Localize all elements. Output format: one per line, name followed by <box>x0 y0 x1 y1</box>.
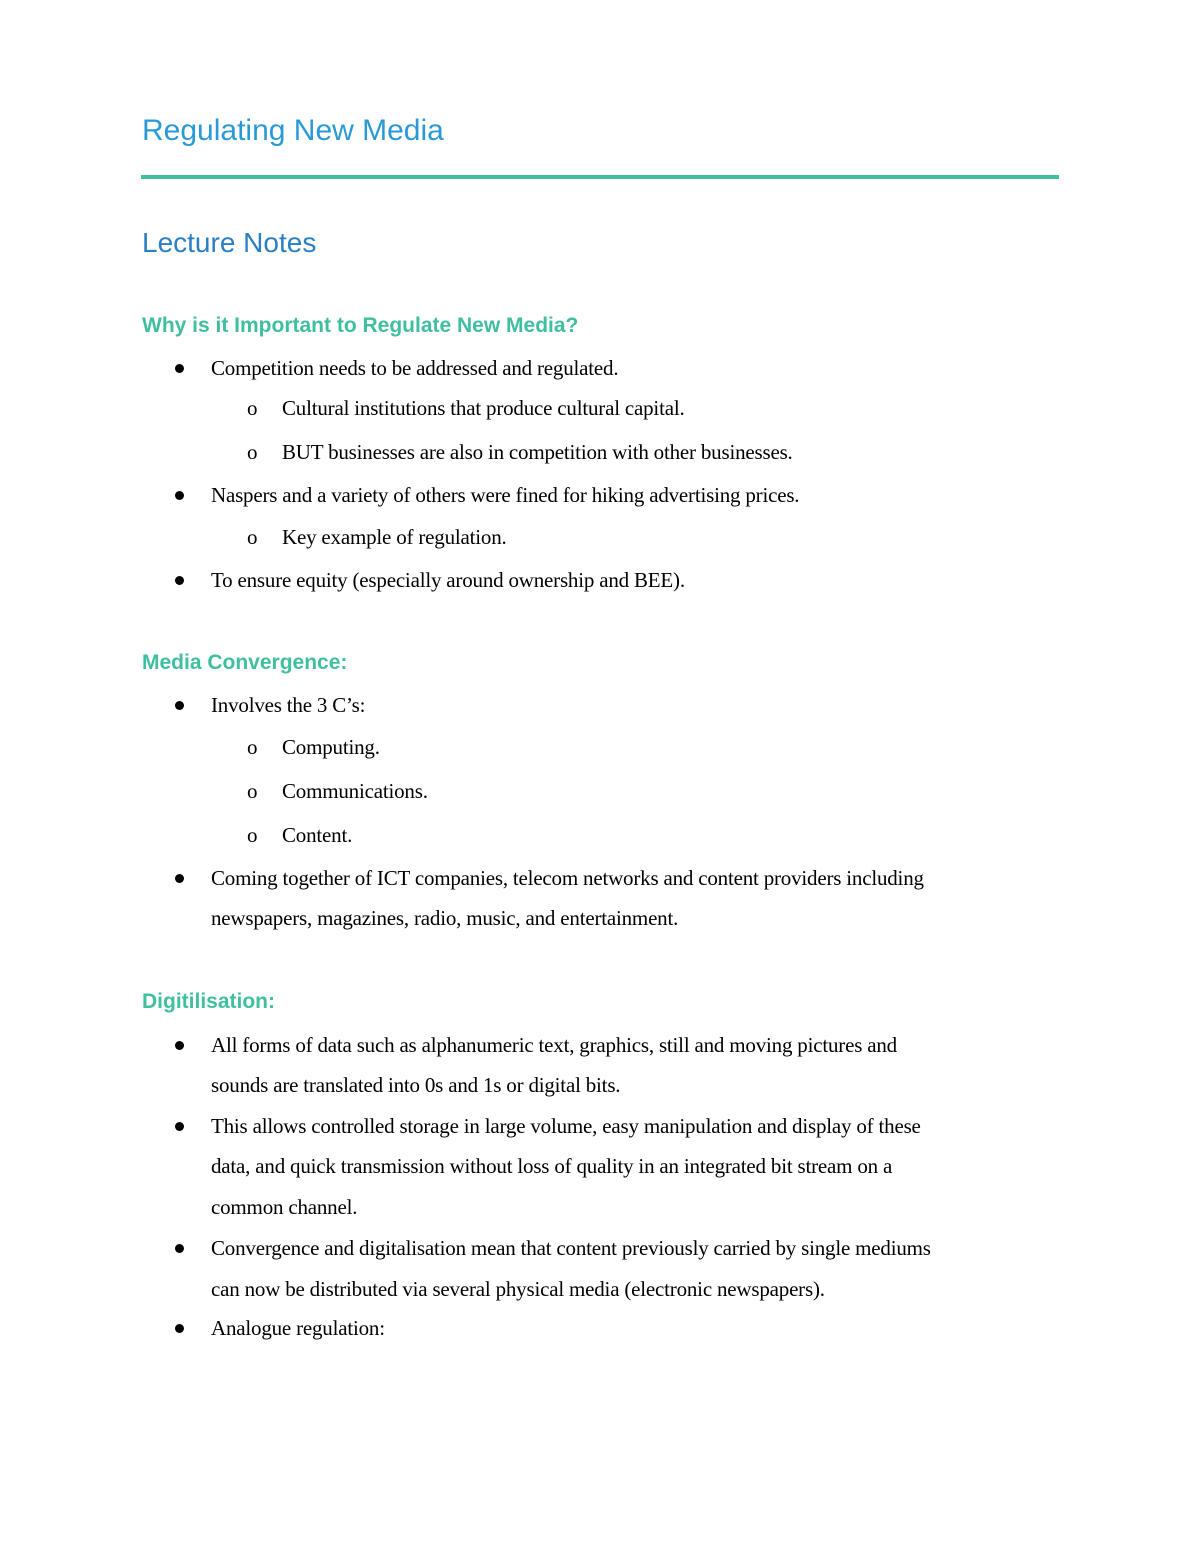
section-heading-digitilisation: Digitilisation: <box>142 990 275 1013</box>
sub-bullet-icon: o <box>247 440 258 464</box>
sub-list-item: Communications. <box>282 779 428 803</box>
list-item-line: This allows controlled storage in large volume, easy manipulation and display of these <box>211 1114 921 1138</box>
sub-list-item: BUT businesses are also in competition with other businesses. <box>282 440 793 464</box>
bullet-icon <box>175 1324 184 1333</box>
sub-list-item: Computing. <box>282 735 380 759</box>
list-item-line: sounds are translated into 0s and 1s or digital bits. <box>211 1073 621 1097</box>
bullet-icon <box>175 874 184 883</box>
bullet-icon <box>175 1244 184 1253</box>
bullet-icon <box>175 364 184 373</box>
bullet-icon <box>175 576 184 585</box>
list-item: To ensure equity (especially around ownership and BEE). <box>211 568 685 592</box>
list-item: Competition needs to be addressed and regulated. <box>211 356 619 380</box>
bullet-icon <box>175 701 184 710</box>
sub-bullet-icon: o <box>247 779 258 803</box>
list-item-line: newspapers, magazines, radio, music, and entertainment. <box>211 906 679 930</box>
list-item-line: common channel. <box>211 1195 358 1219</box>
sub-bullet-icon: o <box>247 525 258 549</box>
bullet-icon <box>175 1122 184 1131</box>
list-item-line: can now be distributed via several physical media (electronic newspapers). <box>211 1277 825 1301</box>
sub-list-item: Content. <box>282 823 353 847</box>
title-divider <box>141 175 1059 179</box>
sub-list-item: Key example of regulation. <box>282 525 507 549</box>
document-title: Regulating New Media <box>142 114 444 147</box>
bullet-icon <box>175 491 184 500</box>
list-item-line: Coming together of ICT companies, telecom networks and content providers including <box>211 866 924 890</box>
list-item: Involves the 3 C’s: <box>211 693 366 717</box>
list-item: Analogue regulation: <box>211 1316 385 1340</box>
list-item-line: Convergence and digitalisation mean that content previously carried by single mediums <box>211 1236 931 1260</box>
list-item-line: data, and quick transmission without loss of quality in an integrated bit stream on a <box>211 1154 893 1178</box>
bullet-icon <box>175 1041 184 1050</box>
section-heading-convergence: Media Convergence: <box>142 651 348 674</box>
sub-bullet-icon: o <box>247 396 258 420</box>
sub-bullet-icon: o <box>247 823 258 847</box>
document-subtitle: Lecture Notes <box>142 227 317 258</box>
section-heading-regulate: Why is it Important to Regulate New Media? <box>142 314 579 337</box>
sub-list-item: Cultural institutions that produce cultural capital. <box>282 396 685 420</box>
list-item: Naspers and a variety of others were fined for hiking advertising prices. <box>211 483 800 507</box>
list-item-line: All forms of data such as alphanumeric text, graphics, still and moving pictures and <box>211 1033 897 1057</box>
sub-bullet-icon: o <box>247 735 258 759</box>
